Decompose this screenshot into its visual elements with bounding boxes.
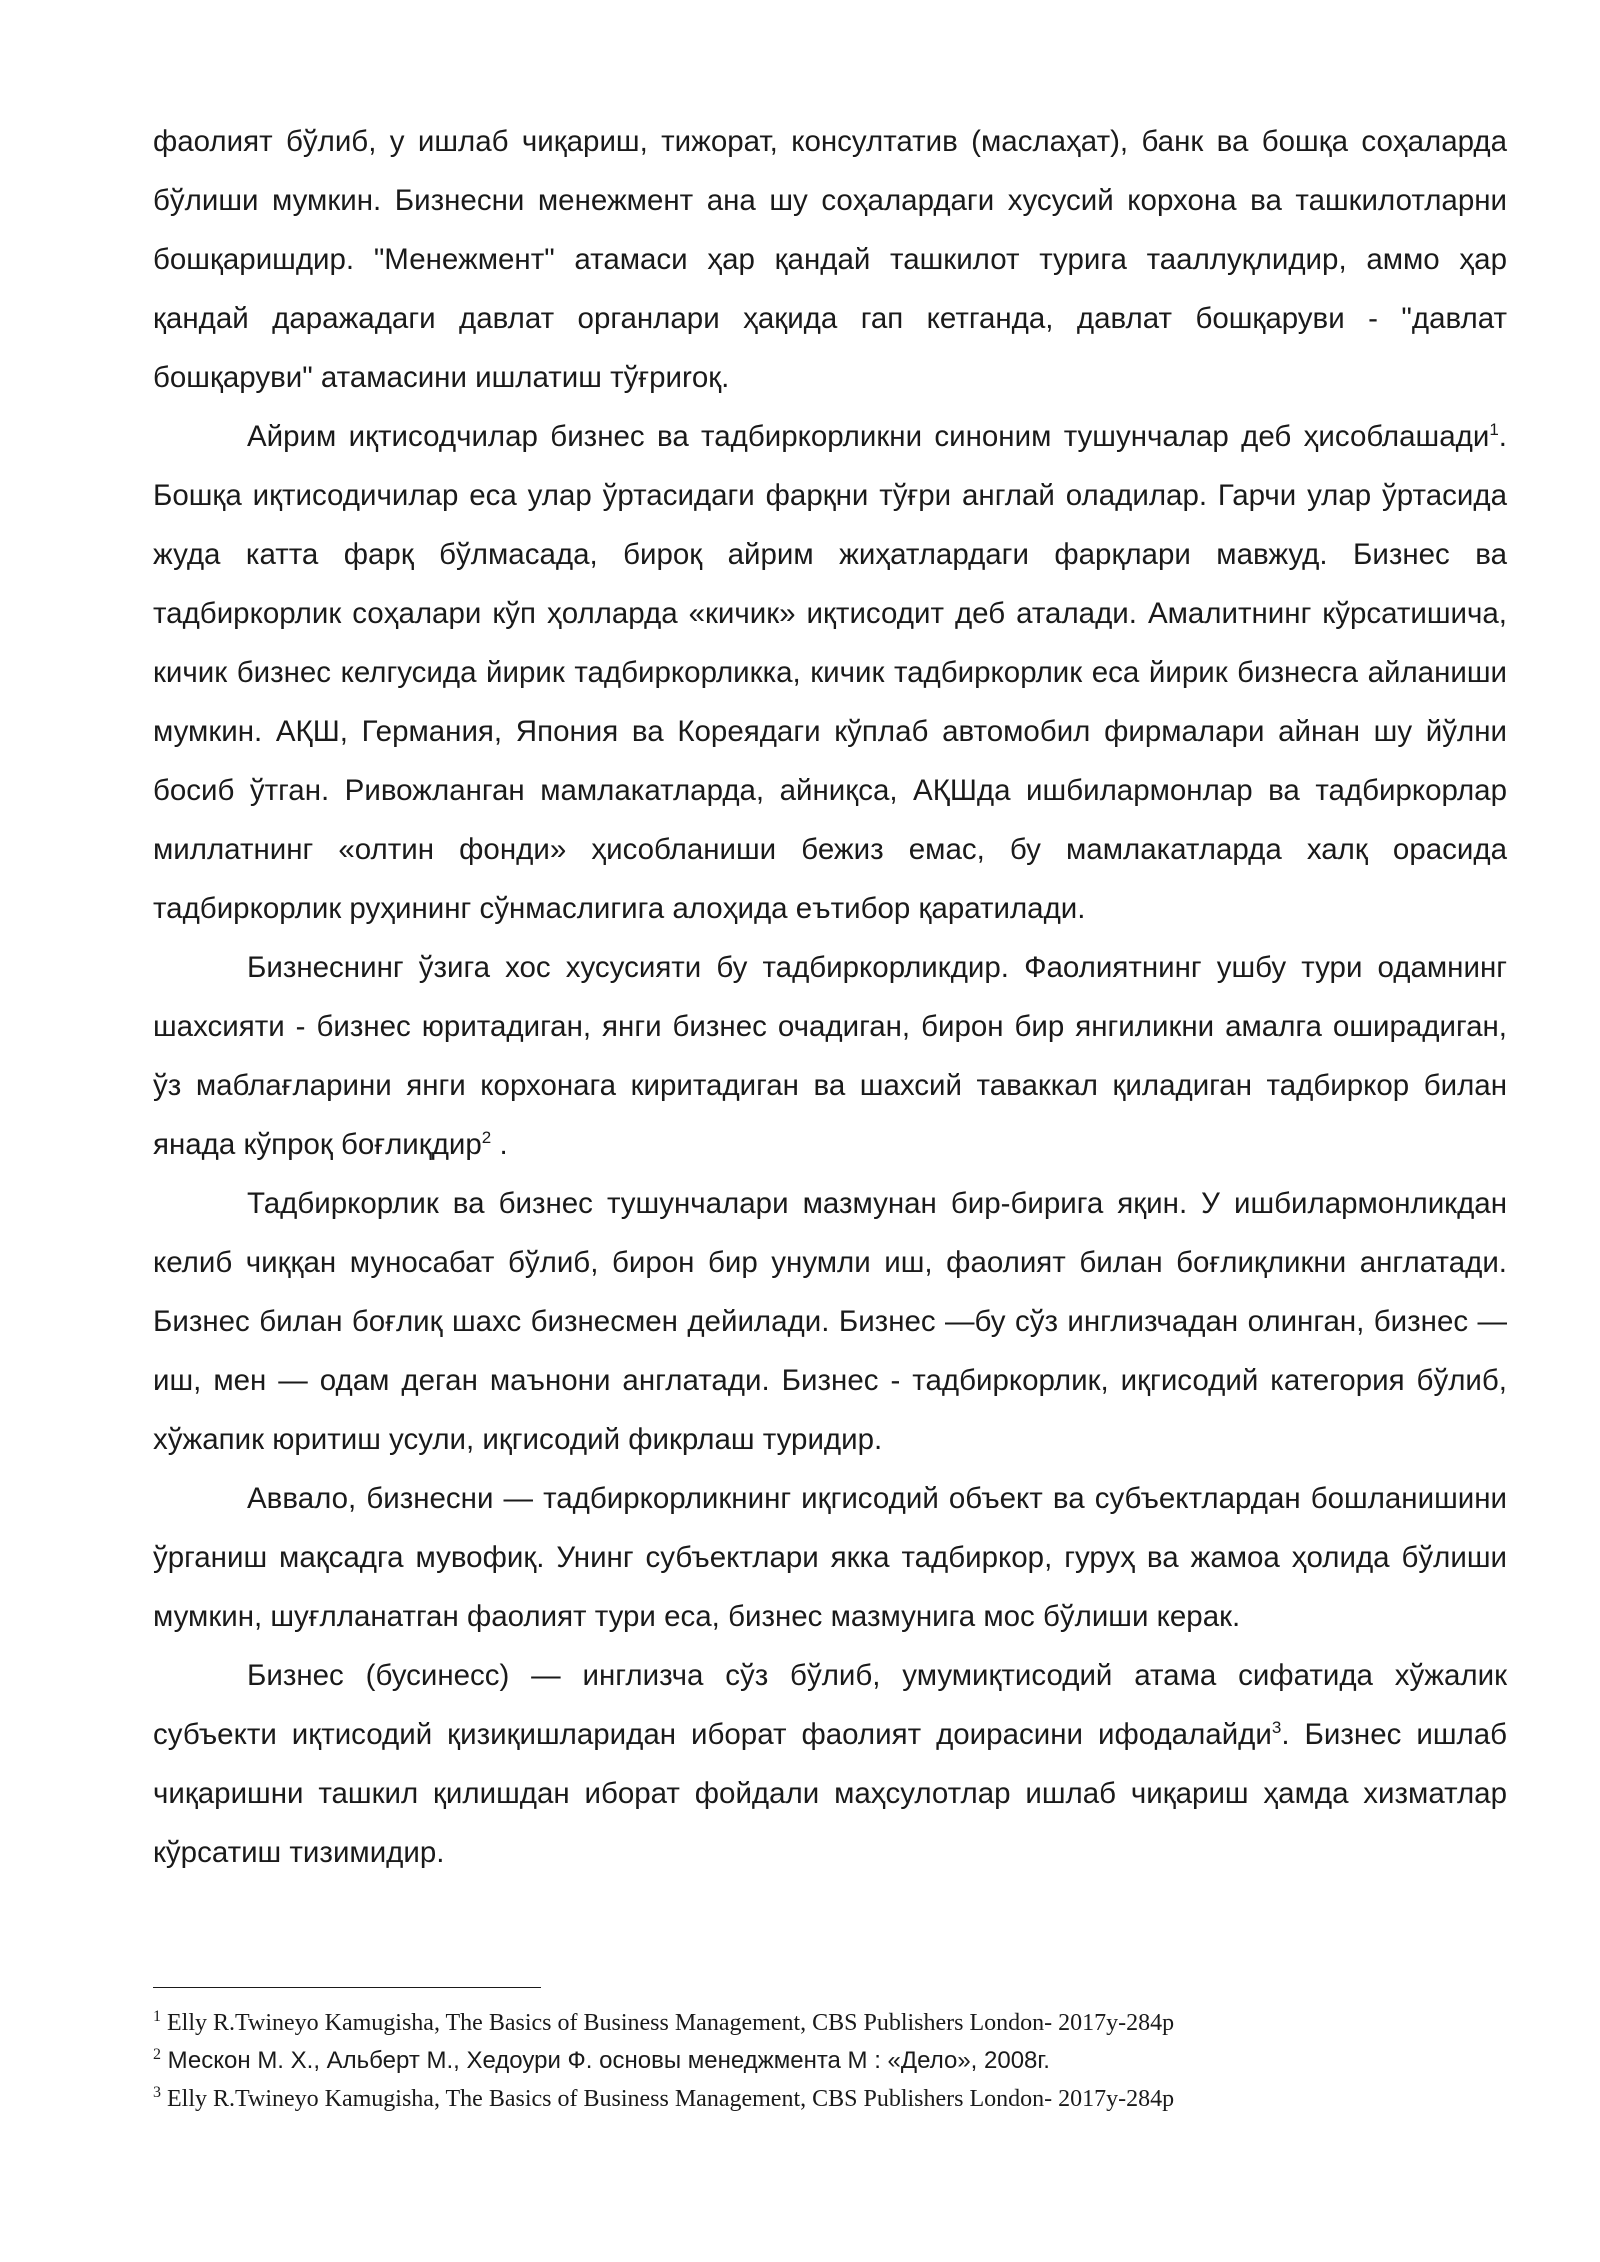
footnote-ref-1[interactable]: 1 (1489, 420, 1499, 440)
paragraph-2 (153, 407, 1507, 938)
paragraph-2-text-b: . Бошқа иқтисодичилар еса улар ўртасидаги фарқни тўғри англай оладилар. Гарчи улар ўртасида жуда катта фарқ бўлмасада, бироқ айрим жиҳатлардаги фарқлари мавжуд. Бизнес ва тадбиркорлик соҳалари кўп ҳолларда «кичик» иқтисодит деб аталади. Амалитнинг кўрсатишича, кичик бизнес келгусида йирик тадбиркорликка, кичик тадбиркорлик еса йирик бизнесга айланиши мумкин. АҚШ, Германия, Япония ва Кореядаги кўплаб автомобил фирмалари айнан шу йўлни босиб ўтган. Ривожланган мамлакатларда, айниқса, АҚШда ишбилармонлар ва тадбиркорлар миллатнинг «олтин фонди» ҳисобланиши бежиз емас, бу мамлакатларда халқ орасида тадбиркорлик руҳининг сўнмаслигига алоҳида еътибор қаратилади. (153, 420, 1507, 925)
paragraph-2-text-a: Айрим иқтисодчилар бизнес ва тадбиркорликни синоним тушунчалар деб ҳисоблашади (247, 420, 1490, 453)
footnote-2 (153, 2042, 1507, 2080)
footnote-2-number: 2 (153, 2046, 161, 2063)
footnote-3-text: Elly R.Twineyo Kamugisha, The Basics of Business Management, CBS Publishers London- 2017y-284p (161, 2086, 1175, 2112)
footnotes (153, 2004, 1507, 2118)
footnote-ref-3[interactable]: 3 (1271, 1718, 1282, 1738)
paragraph-3 (153, 938, 1507, 1174)
paragraph-6 (153, 1646, 1507, 1882)
footnote-ref-2[interactable]: 2 (481, 1128, 492, 1148)
footnote-3 (153, 2080, 1507, 2118)
footnote-3-number: 3 (153, 2084, 161, 2101)
footnote-separator (153, 1987, 541, 1988)
paragraph-3-text-b: . (491, 1128, 508, 1161)
paragraph-1: фаолият бўлиб, у ишлаб чиқариш, тижорат, консултатив (маслаҳат), банк ва бошқа соҳаларда бўлиши мумкин. Бизнесни менежмент ана шу соҳалардаги хусусий корхона ва ташкилотларни бошқаришдир. "Менежмент" атамаси ҳар қандай ташкилот турига тааллуқлидир, аммо ҳар қандай даражадаги давлат органлари ҳақида гап кетганда, давлат бошқаруви - "давлат бошқаруви" атамасини ишлатиш тўғриroқ. (153, 125, 1507, 394)
paragraph-6-text-b: . Бизнес ишлаб чиқаришни ташкил қилишдан иборат фойдали маҳсулотлар ишлаб чиқариш ҳамда хизматлар кўрсатиш тизимидир. (153, 1718, 1508, 1869)
footnote-1 (153, 2004, 1507, 2042)
paragraph-5: Аввало, бизнесни — тадбиркорликнинг иқгисодий объект ва субъектлардан бошланишини ўрганиш мақсадга мувофиқ. Унинг субъектлари якка тадбиркор, гуруҳ ва жамоа ҳолида бўлиши мумкин, шуғлланатган фаолият тури еса, бизнес мазмунига мос бўлиши керак. (153, 1482, 1507, 1633)
paragraph-4: Тадбиркорлик ва бизнес тушунчалари мазмунан бир-бирига яқин. У ишбилармонликдан келиб чиққан муносабат бўлиб, бирон бир унумли иш, фаолият билан боғлиқликни англатади. Бизнес билан боғлиқ шахс бизнесмен дейилади. Бизнес —бу сўз инглизчадан олинган, бизнес — иш, мен — одам деган маънони англатади. Бизнес - тадбиркорлик, иқгисодий категория бўлиб, хўжапик юритиш усули, иқгисодий фикрлаш туридир. (153, 1187, 1507, 1456)
paragraph-3-text-a: Бизнеснинг ўзига хос хусусияти бу тадбиркорликдир. Фаолиятнинг ушбу тури одамнинг шахсияти - бизнес юритадиган, янги бизнес очадиган, бирон бир янгиликни амалга оширадиган, ўз маблағларини янги корхонага киритадиган ва шахсий таваккал қиладиган тадбиркор билан янада кўпроқ боғлиқдир (153, 951, 1507, 1161)
footnote-2-text: Мескон М. Х., Альберт М., Хедоури Ф. основы менеджмента М : «Дело», 2008г. (161, 2047, 1050, 2074)
footnote-1-text: Elly R.Twineyo Kamugisha, The Basics of Business Management, CBS Publishers London- 2017y-284p (161, 2010, 1175, 2036)
body-text (153, 112, 1507, 1882)
footnote-1-number: 1 (153, 2008, 161, 2025)
paragraph-6-text-a: Бизнес (бусинесс) — инглизча сўз бўлиб, умумиқтисодий атама сифатида хўжалик субъекти иқтисодий қизиқишларидан иборат фаолият доирасини ифодалайди (153, 1659, 1507, 1751)
